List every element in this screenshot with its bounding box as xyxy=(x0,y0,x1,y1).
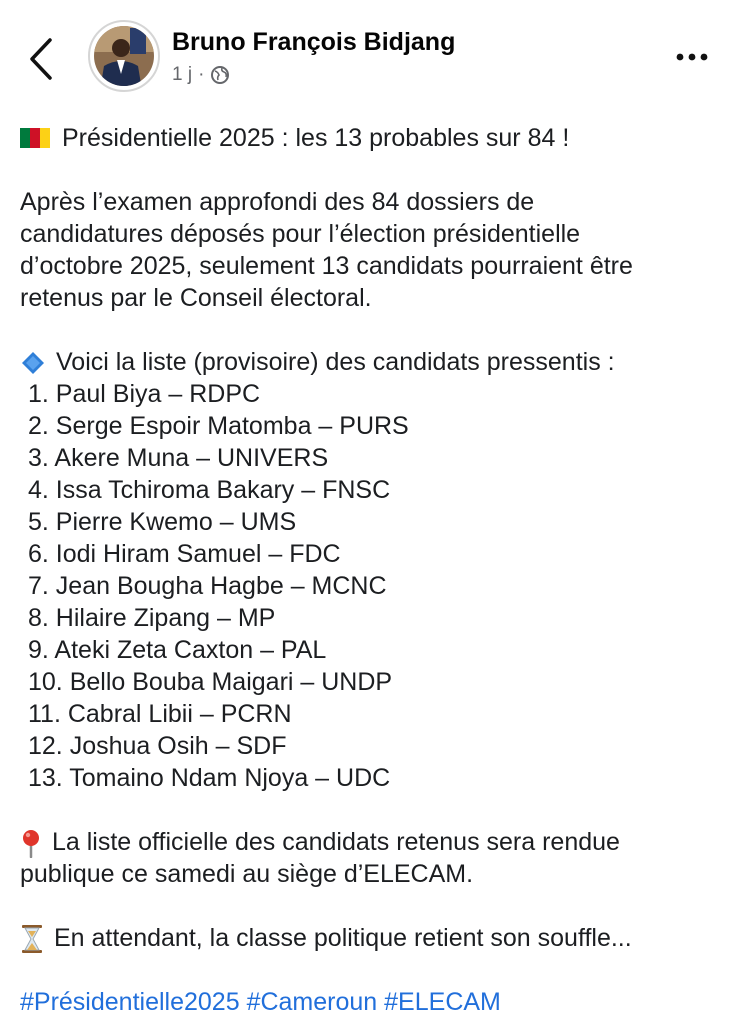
notice-line xyxy=(20,826,720,858)
list-item: 12. Joshua Osih – SDF xyxy=(28,732,287,760)
post-header xyxy=(0,0,732,110)
notice-text: La liste officielle des candidats retenus sera rendue xyxy=(52,828,620,856)
intro-line: d’octobre 2025, seulement 13 candidats pourraient être xyxy=(20,252,633,280)
list-item: 2. Serge Espoir Matomba – PURS xyxy=(28,412,409,440)
author-name[interactable]: Bruno François Bidjang xyxy=(172,28,456,56)
post-title-line xyxy=(20,122,720,154)
candidate-list xyxy=(20,378,720,794)
intro-line: retenus par le Conseil électoral. xyxy=(20,284,372,312)
list-item: 1. Paul Biya – RDPC xyxy=(28,380,261,408)
notice-line: publique ce samedi au siège d’ELECAM. xyxy=(20,860,474,888)
list-item: 9. Ateki Zeta Caxton – PAL xyxy=(28,636,327,664)
list-item: 13. Tomaino Ndam Njoya – UDC xyxy=(28,764,391,792)
list-item: 7. Jean Bougha Hagbe – MCNC xyxy=(28,572,387,600)
round-pushpin-icon xyxy=(20,828,42,858)
back-button[interactable] xyxy=(22,34,62,84)
hashtag-link[interactable]: #ELECAM xyxy=(384,988,501,1016)
post-meta xyxy=(172,64,230,86)
list-item: 11. Cabral Libii – PCRN xyxy=(28,700,292,728)
closing-text: En attendant, la classe politique retient son souffle... xyxy=(54,924,632,952)
author-photo xyxy=(90,22,158,90)
avatar[interactable] xyxy=(88,20,160,92)
chevron-left-icon xyxy=(22,34,62,84)
globe-icon xyxy=(210,65,230,85)
hourglass-icon xyxy=(20,924,44,954)
post-body xyxy=(20,122,720,1018)
list-item: 6. Iodi Hiram Samuel – FDC xyxy=(28,540,341,568)
flag-stripe-yellow xyxy=(40,128,50,148)
flag-stripe-green xyxy=(20,128,30,148)
cameroon-flag-icon xyxy=(20,128,50,148)
post-timestamp[interactable]: 1 j xyxy=(172,64,193,85)
list-heading: Voici la liste (provisoire) des candidats pressentis : xyxy=(56,348,615,376)
list-item: 4. Issa Tchiroma Bakary – FNSC xyxy=(28,476,391,504)
post-title: Présidentielle 2025 : les 13 probables sur 84 ! xyxy=(62,124,570,152)
list-item: 8. Hilaire Zipang – MP xyxy=(28,604,276,632)
hashtag-link[interactable]: #Présidentielle2025 xyxy=(20,988,240,1016)
more-options-button[interactable] xyxy=(668,42,718,72)
closing-line xyxy=(20,922,720,954)
hashtag-row xyxy=(20,986,720,1018)
flag-stripe-red xyxy=(30,128,40,148)
list-heading-line xyxy=(20,346,720,378)
hashtag-link[interactable]: #Cameroun xyxy=(246,988,378,1016)
intro-line: Après l’examen approfondi des 84 dossiers de xyxy=(20,188,535,216)
blue-diamond-icon xyxy=(20,350,46,376)
list-item: 5. Pierre Kwemo – UMS xyxy=(28,508,297,536)
list-item: 10. Bello Bouba Maigari – UNDP xyxy=(28,668,393,696)
intro-line: candidatures déposés pour l’élection présidentielle xyxy=(20,220,581,248)
more-options-icon xyxy=(668,42,718,72)
list-item: 3. Akere Muna – UNIVERS xyxy=(28,444,329,472)
meta-separator: · xyxy=(198,64,205,85)
